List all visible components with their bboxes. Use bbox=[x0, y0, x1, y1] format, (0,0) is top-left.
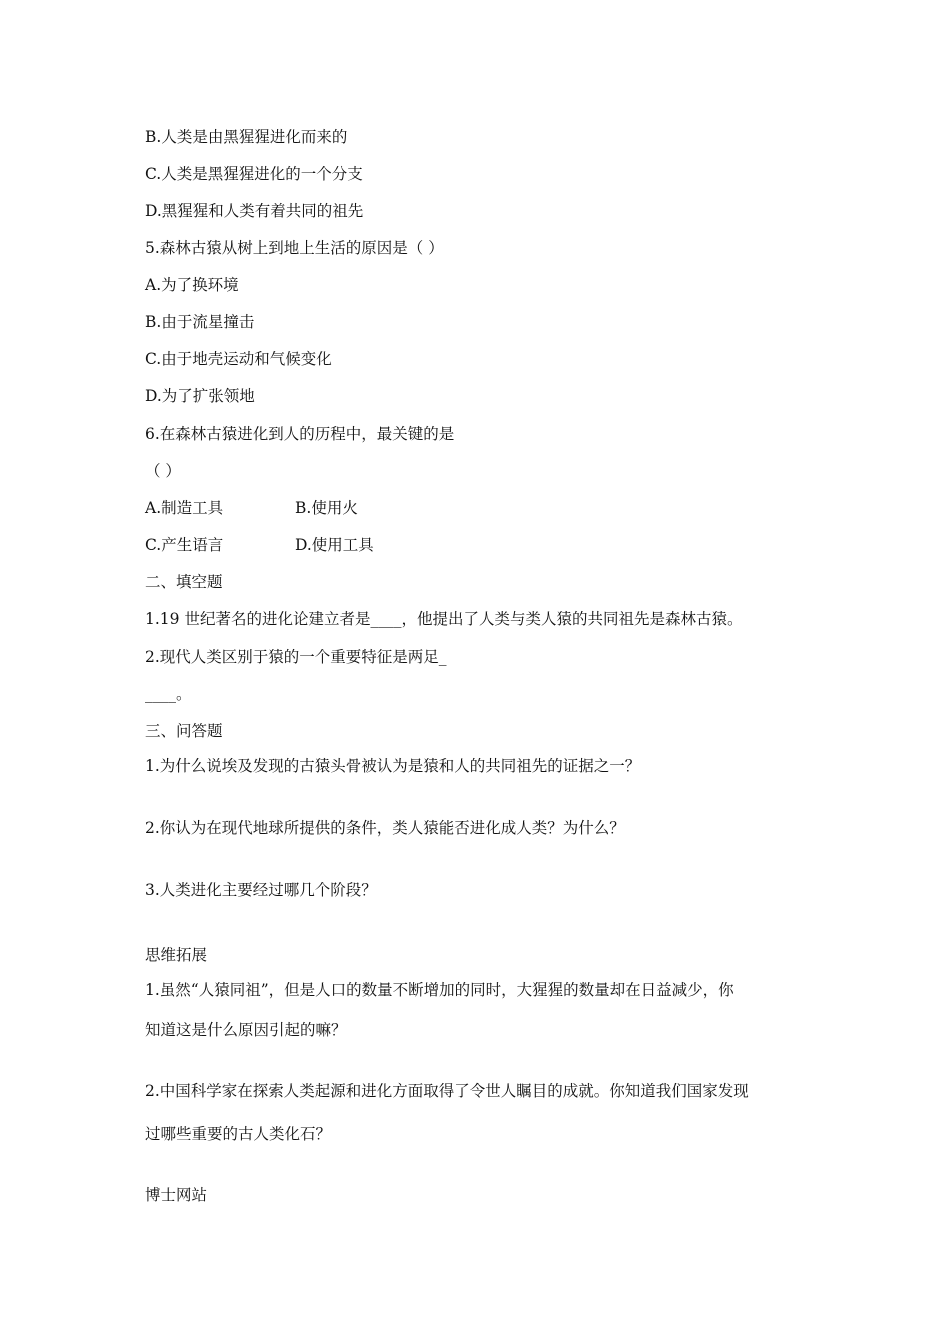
fill-in-question-2-blank: ____。 bbox=[145, 685, 192, 703]
qa-question-3: 3.人类进化主要经过哪几个阶段？ bbox=[145, 881, 377, 899]
fill-in-question-1: 1.19 世纪著名的进化论建立者是____，他提出了人类与类人猿的共同祖先是森林古猿。 bbox=[145, 610, 743, 628]
fill-in-question-2: 2.现代人类区别于猿的一个重要特征是两足_ bbox=[145, 648, 447, 666]
option-4c: C.人类是黑猩猩进化的一个分支 bbox=[145, 165, 363, 183]
question-6-bracket: （ ） bbox=[145, 462, 181, 480]
qa-question-2: 2.你认为在现代地球所提供的条件，类人猿能否进化成人类？为什么？ bbox=[145, 819, 625, 837]
section-heading-extension: 思维拓展 bbox=[145, 946, 208, 964]
option-6d: D.使用工具 bbox=[295, 536, 374, 554]
option-4d: D.黑猩猩和人类有着共同的祖先 bbox=[145, 202, 364, 220]
options-6-row1 bbox=[145, 498, 358, 518]
section-heading-website: 博士网站 bbox=[145, 1186, 208, 1204]
section-heading-fill-in: 二、填空题 bbox=[145, 573, 223, 591]
extension-question-2-line2: 过哪些重要的古人类化石？ bbox=[145, 1125, 332, 1143]
extension-question-1-line2: 知道这是什么原因引起的嘛？ bbox=[145, 1021, 347, 1039]
option-6a: A.制造工具 bbox=[145, 499, 224, 517]
section-heading-qa: 三、问答题 bbox=[145, 722, 223, 740]
option-5a: A.为了换环境 bbox=[145, 276, 239, 294]
extension-question-2-line1: 2.中国科学家在探索人类起源和进化方面取得了令世人瞩目的成就。你知道我们国家发现 bbox=[145, 1082, 749, 1100]
options-6-row2 bbox=[145, 535, 374, 555]
qa-question-1: 1.为什么说埃及发现的古猿头骨被认为是猿和人的共同祖先的证据之一？ bbox=[145, 757, 641, 775]
option-5d: D.为了扩张领地 bbox=[145, 387, 255, 405]
question-6: 6.在森林古猿进化到人的历程中，最关键的是 bbox=[145, 425, 455, 443]
extension-question-1-line1: 1.虽然“人猿同祖”，但是人口的数量不断增加的同时，大猩猩的数量却在日益减少，你 bbox=[145, 981, 734, 999]
option-6b: B.使用火 bbox=[295, 499, 358, 517]
option-5c: C.由于地壳运动和气候变化 bbox=[145, 350, 332, 368]
option-6c: C.产生语言 bbox=[145, 536, 224, 554]
option-5b: B.由于流星撞击 bbox=[145, 313, 255, 331]
question-5: 5.森林古猿从树上到地上生活的原因是（ ） bbox=[145, 239, 444, 257]
option-4b: B.人类是由黑猩猩进化而来的 bbox=[145, 128, 348, 146]
